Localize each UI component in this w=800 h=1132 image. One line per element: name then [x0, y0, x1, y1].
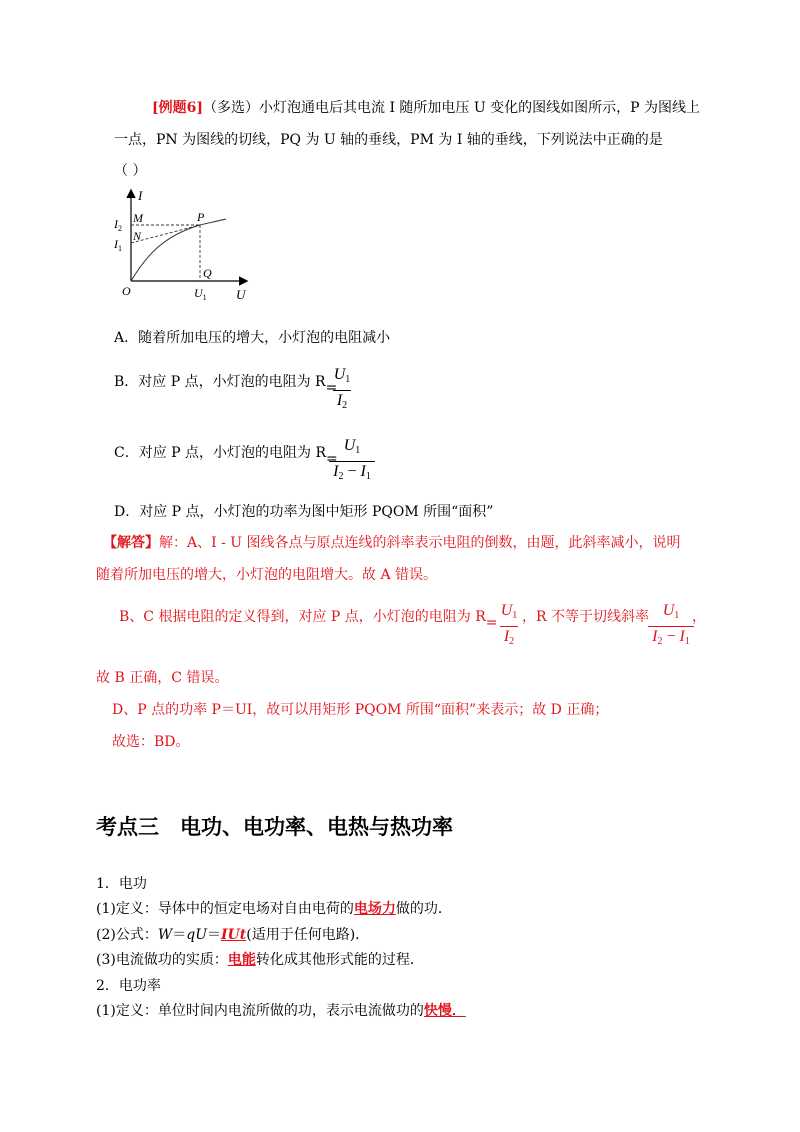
iu-curve [131, 219, 226, 281]
section-title: 考点三 电功、电功率、电热与热功率 [96, 815, 453, 839]
note-6: (1)定义：单位时间内电流所做的功，表示电流做功的快慢． [96, 1003, 466, 1019]
u-axis-label: U [236, 287, 246, 302]
i2-label: $I_2$ [114, 217, 122, 233]
example-line-2: 一点，PN 为图线的切线，PQ 为 U 轴的垂线，PM 为 I 轴的垂线，下列说法中正确的是 [114, 132, 663, 148]
option-a: A．随着所加电压的增大，小灯泡的电阻减小 [114, 330, 391, 346]
option-b-text: B．对应 P 点，小灯泡的电阻为 R [114, 374, 326, 390]
option-b [114, 372, 338, 396]
keyword-electric-force: 电场力 [353, 901, 396, 917]
example-stem-1: （多选）小灯泡通电后其电流 I 随所加电压 U 变化的图线如图所示，P 为图线上 [203, 100, 700, 116]
answer-fraction-2: $U_1$ $I_2 - I_1$ [648, 602, 694, 651]
point-n-label: N [133, 229, 142, 243]
i-axis-label: I [138, 188, 143, 203]
note-3: (2)公式：W＝qU＝IUt(适用于任何电路)． [96, 927, 370, 943]
keyword-speed: 快慢． [423, 1003, 466, 1019]
option-c-fraction: $U_1$ $I_2 - I_1$ [329, 437, 375, 486]
option-c-text: C．对应 P 点，小灯泡的电阻为 R [114, 445, 327, 461]
answer-line-3c: ， [692, 609, 706, 625]
option-c [114, 443, 338, 467]
iu-graph [108, 186, 258, 306]
answer-line-6: 故选：BD。 [112, 734, 190, 750]
note-4: (3)电流做功的实质：电能转化成其他形式能的过程． [96, 952, 424, 968]
u1-label: $U_1$ [194, 286, 207, 302]
note-1: 1．电功 [96, 876, 147, 892]
keyword-iut: IUt [221, 927, 247, 943]
note-2: (1)定义：导体中的恒定电场对自由电荷的电场力做的功． [96, 901, 452, 917]
answer-line-2: 随着所加电压的增大，小灯泡的电阻增大。故 A 错误。 [96, 567, 438, 583]
point-m-label: M [133, 211, 143, 225]
note-5: 2．电功率 [96, 978, 161, 994]
answer-line-3b: ，R 不等于切线斜率 [522, 609, 649, 625]
example-line-1 [152, 98, 700, 118]
origin-label: O [122, 284, 131, 298]
example-answer-paren: （ ） [114, 163, 147, 179]
option-d: D．对应 P 点，小灯泡的功率为图中矩形 PQOM 所围“面积” [114, 504, 494, 520]
option-b-fraction: $U_1$ $I_2$ [333, 366, 351, 411]
i1-label: $I_1$ [114, 237, 122, 253]
answer-line-3: B、C 根据电阻的定义得到，对应 P 点，小灯泡的电阻为 R= [119, 609, 498, 631]
answer-line-5: D、P 点的功率 P＝UI，故可以用矩形 PQOM 所围“面积”来表示；故 D 正确； [112, 702, 609, 718]
answer-line-4: 故 B 正确，C 错误。 [96, 670, 229, 686]
point-p-label: P [197, 210, 205, 224]
answer-fraction-1: $U_1$ $I_2$ [500, 602, 518, 647]
answer-label: 【解答】 [103, 535, 159, 551]
option-c-eq: = [326, 451, 338, 467]
tangent-pn [131, 225, 200, 243]
option-b-eq: = [325, 380, 338, 396]
answer-line-1: 【解答】解：A、I - U 图线各点与原点连线的斜率表示电阻的倒数，由题，此斜率减小，说明 [103, 535, 681, 551]
example-tag: [例题6] [152, 100, 203, 116]
point-q-label: Q [203, 266, 212, 280]
keyword-electric-energy: 电能 [227, 952, 256, 968]
